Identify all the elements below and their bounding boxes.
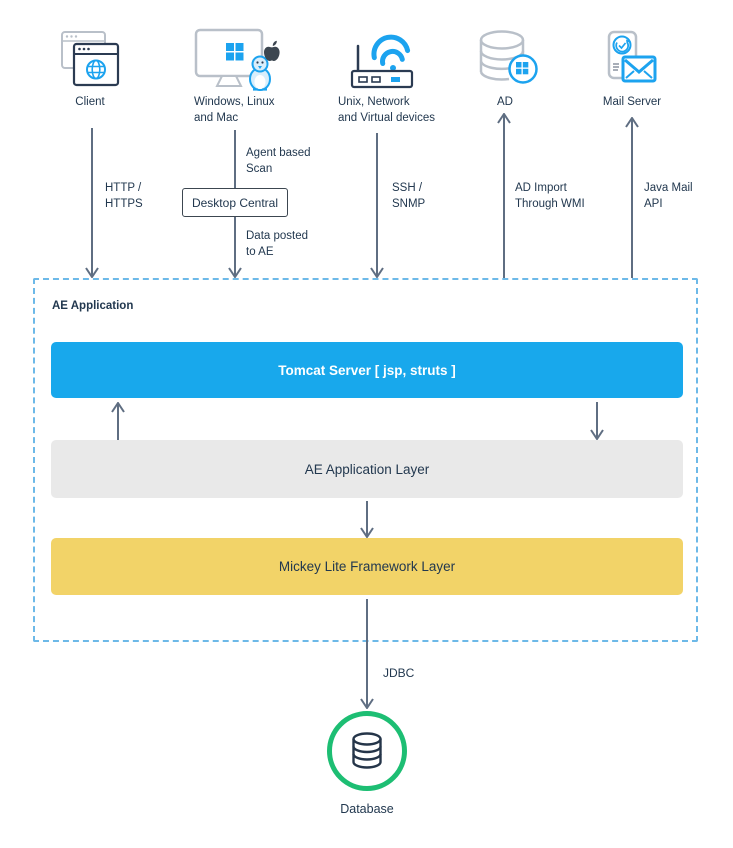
ssh-snmp-line1: SSH / [392, 182, 423, 194]
jdbc-label-text: JDBC [383, 666, 415, 680]
ad-database-windows-icon [475, 27, 541, 91]
arrow-applayer-to-mickey [359, 501, 375, 538]
java-mail-line1: Java Mail [644, 182, 693, 194]
arrow-mickey-to-database [359, 599, 375, 709]
client-browser-icon [57, 27, 123, 93]
arrow-network-to-ae [369, 133, 385, 278]
arrow-tomcat-to-applayer [589, 402, 605, 440]
database-cylinder-icon [344, 728, 390, 774]
ae-application-title-text: AE Application [52, 300, 134, 312]
http-label-line1: HTTP / [105, 182, 142, 194]
network-label-line2: and Virtual devices [338, 112, 435, 124]
http-https-label [105, 181, 143, 212]
mail-server-label [597, 94, 667, 110]
jdbc-label [383, 666, 414, 682]
ad-import-line1: AD Import [515, 182, 567, 194]
network-router-wifi-icon [344, 27, 424, 93]
windows-linux-mac-icon [194, 26, 282, 96]
data-posted-label [246, 229, 308, 260]
database-label-text: Database [340, 802, 394, 816]
network-label-line1: Unix, Network [338, 96, 410, 108]
endpoints-label [194, 94, 314, 126]
endpoints-label-line1: Windows, Linux [194, 96, 275, 108]
java-mail-api-label [644, 181, 693, 212]
tomcat-server-layer [51, 342, 683, 398]
mickey-lite-framework-label: Mickey Lite Framework Layer [278, 559, 456, 574]
arrow-ae-to-ad [496, 113, 512, 278]
network-label [338, 94, 468, 126]
mickey-lite-framework-layer [51, 538, 683, 595]
ad-import-line2: Through WMI [515, 197, 585, 210]
arrow-applayer-to-tomcat [110, 402, 126, 440]
arrow-ae-to-mail [624, 117, 640, 278]
agent-scan-line2: Scan [246, 162, 273, 175]
desktop-central-label: Desktop Central [191, 195, 279, 210]
database-node [327, 711, 407, 791]
arrow-client-to-ae [84, 128, 100, 278]
ae-application-layer [51, 440, 683, 498]
ae-application-layer-label: AE Application Layer [304, 461, 430, 477]
ad-label-text: AD [497, 96, 513, 108]
data-posted-line2: to AE [246, 245, 274, 258]
ssh-snmp-line2: SNMP [392, 197, 426, 210]
java-mail-line2: API [644, 197, 663, 210]
mail-server-label-text: Mail Server [602, 96, 662, 108]
http-label-line2: HTTPS [105, 197, 143, 210]
ae-application-title [52, 300, 133, 312]
mail-server-icon [599, 29, 663, 91]
client-label-text: Client [75, 96, 105, 108]
endpoints-label-line2: and Mac [194, 112, 239, 124]
data-posted-line1: Data posted [246, 230, 309, 242]
client-label [50, 94, 130, 110]
agent-scan-line1: Agent based [246, 147, 311, 159]
ad-import-label [515, 181, 585, 212]
ad-label [480, 94, 530, 110]
ssh-snmp-label [392, 181, 425, 212]
desktop-central-box [182, 188, 288, 217]
agent-based-scan-label [246, 146, 311, 177]
tomcat-server-label: Tomcat Server [ jsp, struts ] [278, 362, 456, 378]
database-label [317, 801, 417, 817]
